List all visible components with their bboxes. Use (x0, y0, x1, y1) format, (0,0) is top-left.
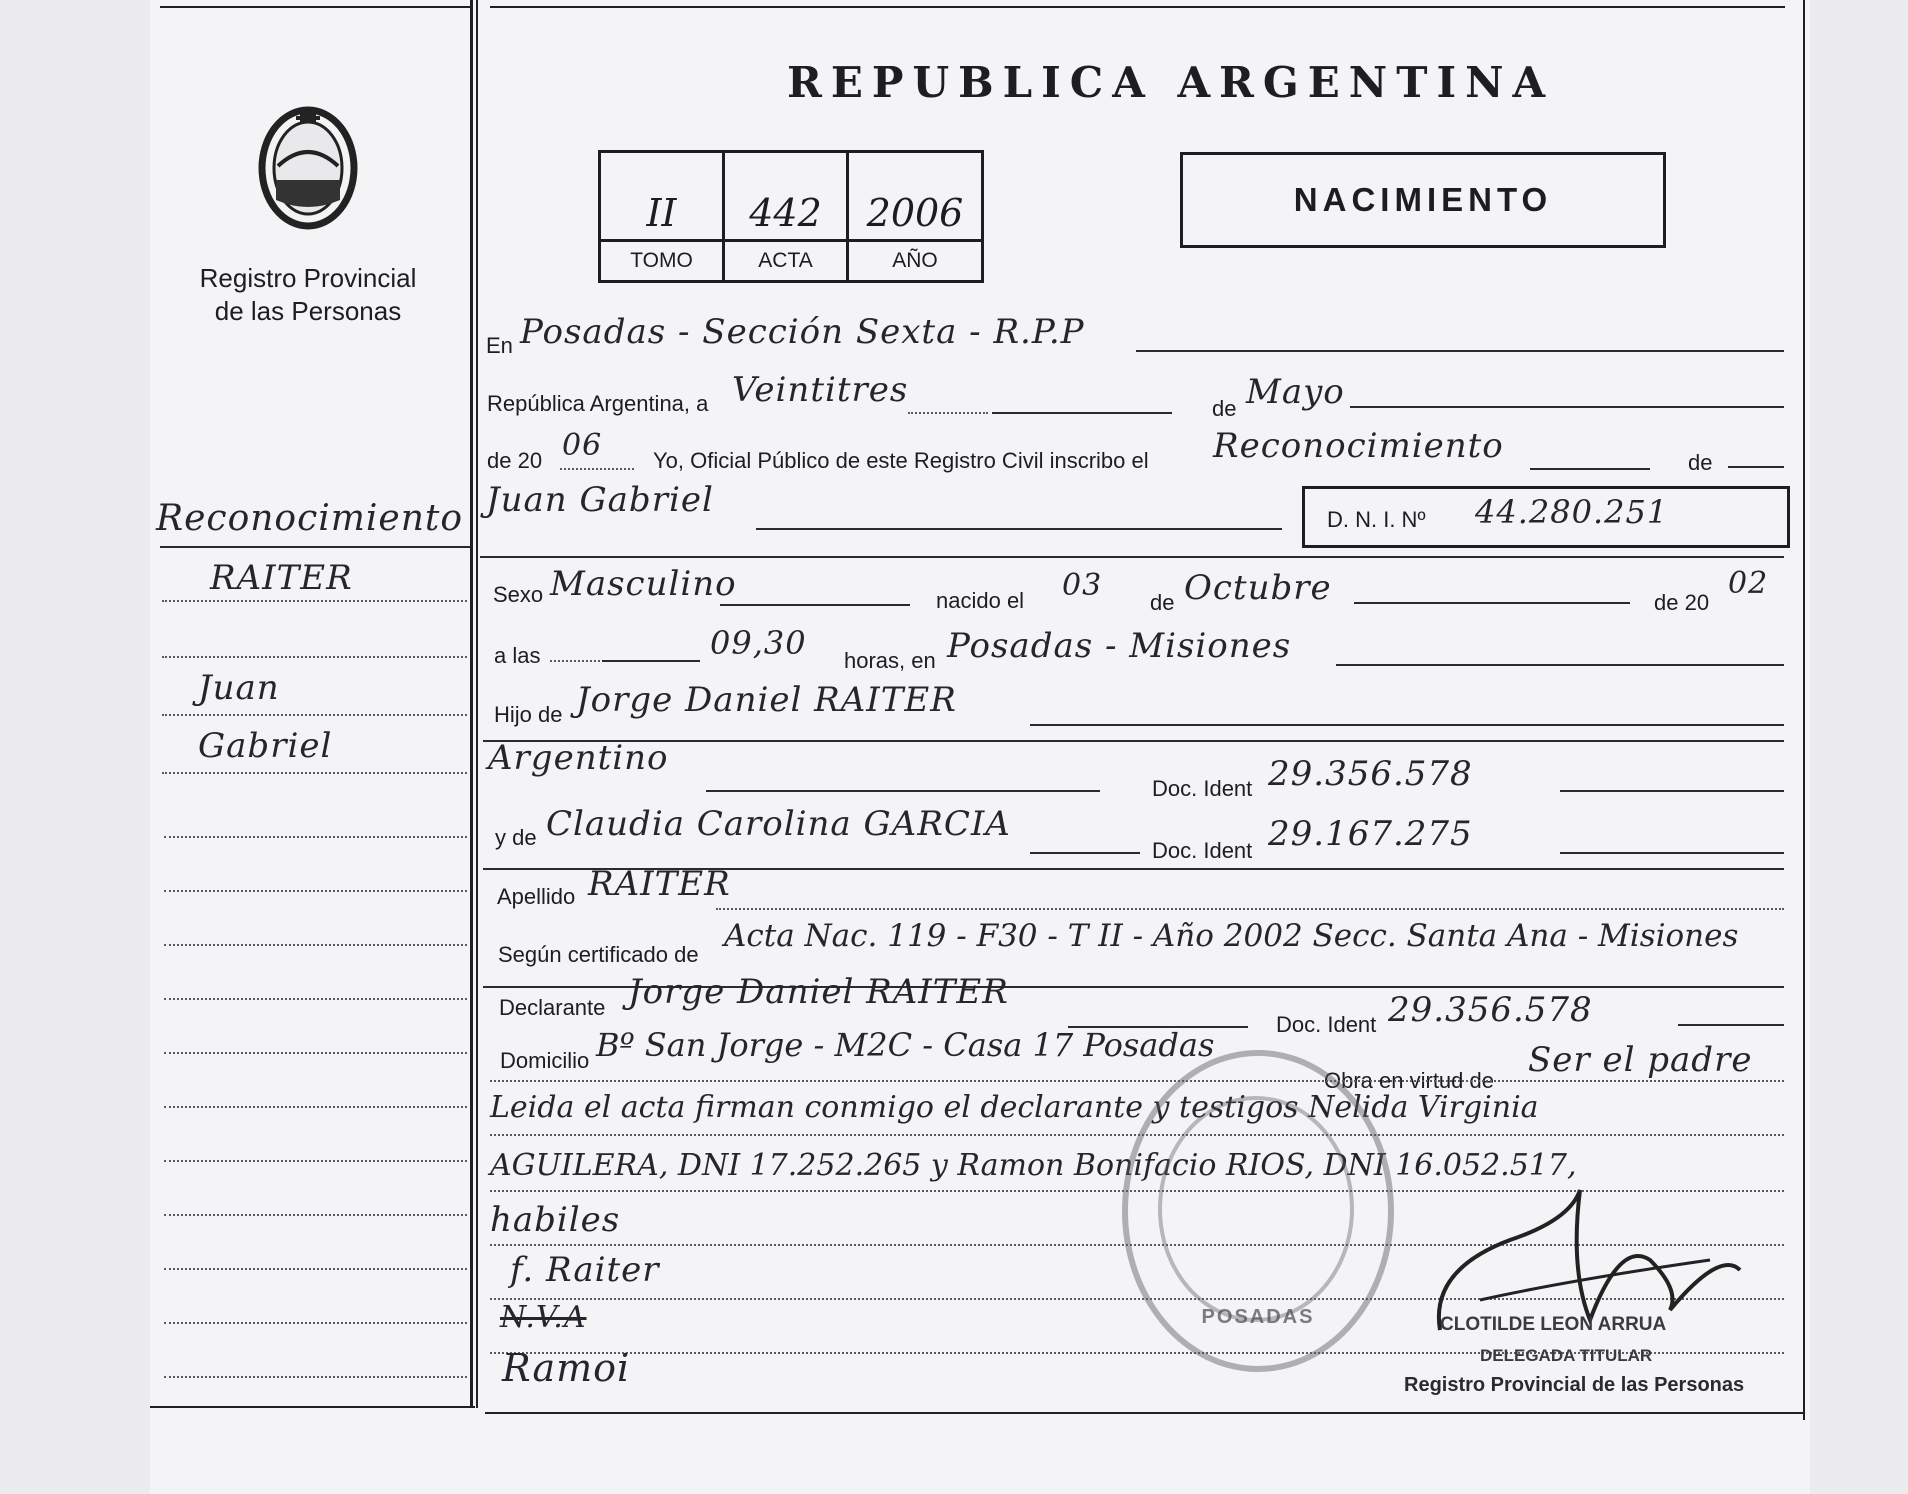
place-value: Posadas - Sección Sexta - R.P.P (520, 312, 1085, 352)
acta-label: ACTA (725, 239, 846, 280)
month-value: Mayo (1246, 372, 1345, 412)
label-dni: D. N. I. Nº (1327, 507, 1426, 532)
tomo-label: TOMO (601, 239, 722, 280)
birth-time: 09,30 (710, 624, 807, 662)
label-declarante: Declarante (499, 995, 606, 1020)
tomo-value: II (646, 191, 677, 235)
record-type-box (1180, 152, 1666, 248)
acta-cell (725, 153, 849, 280)
margin-line-2 (162, 600, 467, 602)
label-obra: Obra en virtud de (1324, 1068, 1494, 1093)
bottom-rule-left (150, 1406, 475, 1408)
nationality-line (706, 790, 1100, 792)
day-value: Veintitres (732, 370, 909, 410)
margin-line-9 (164, 998, 467, 1000)
margin-given1: Juan (198, 668, 280, 708)
note-line1: Leida el acta firman conmigo el declarante y testigos Nelida Virginia (490, 1090, 1539, 1125)
sex-line (720, 604, 910, 606)
year-suffix: 06 (562, 428, 603, 463)
acta-value: 442 (749, 191, 822, 235)
surname-value: RAITER (588, 864, 731, 904)
birth-year: 02 (1728, 566, 1769, 601)
note-line-1 (490, 1080, 1784, 1082)
margin-note: Reconocimiento (156, 498, 464, 539)
margin-line-1 (160, 546, 470, 548)
birth-month: Octubre (1184, 568, 1332, 608)
margin-line-10 (164, 1052, 467, 1054)
name-row-rule (480, 556, 1784, 558)
person-name-line (756, 528, 1282, 530)
person-line-end (1728, 466, 1784, 468)
margin-line-12 (164, 1160, 467, 1162)
father-name: Jorge Daniel RAITER (576, 680, 957, 720)
dni-box (1302, 486, 1790, 548)
virtue-value: Ser el padre (1528, 1040, 1753, 1080)
certificate-value: Acta Nac. 119 - F30 - T II - Año 2002 Secc. Santa Ana - Misiones (724, 918, 1739, 954)
mother-line (1030, 852, 1140, 854)
label-apellido: Apellido (497, 884, 576, 909)
father-doc-line (1560, 790, 1784, 792)
margin-line-6 (164, 836, 467, 838)
margin-line-14 (164, 1268, 467, 1270)
label-de-person: de (1688, 450, 1713, 475)
margin-line-16 (164, 1376, 467, 1378)
birth-month-line (1354, 602, 1630, 604)
note-line3: habiles (490, 1200, 621, 1240)
margin-line-15 (164, 1322, 467, 1324)
sex-value: Masculino (550, 564, 737, 604)
note-line2: AGUILERA, DNI 17.252.265 y Ramon Bonifacio RIOS, DNI 16.052.517, (490, 1148, 1577, 1183)
mother-doc-line (1560, 852, 1784, 854)
official-office: Registro Provincial de las Personas (1404, 1374, 1745, 1396)
label-republica: República Argentina, a (487, 391, 709, 416)
inscription-type: Reconocimiento (1213, 426, 1504, 466)
month-line (1350, 406, 1784, 408)
tomo-cell (601, 153, 725, 280)
label-hijo-de: Hijo de (494, 702, 563, 727)
country-title: REPUBLICA ARGENTINA (787, 58, 1555, 107)
label-doc-father: Doc. Ident (1152, 776, 1253, 801)
certificate-sheet (150, 0, 1810, 1494)
label-en: En (486, 333, 513, 358)
birth-place-line (1336, 664, 1784, 666)
label-doc-mother: Doc. Ident (1152, 838, 1253, 863)
right-border (1803, 0, 1805, 1420)
registry-line2: de las Personas (214, 296, 402, 326)
father-rule (483, 740, 1784, 742)
signature-raiter: f. Raiter (510, 1250, 660, 1290)
anio-cell (849, 153, 981, 280)
margin-line-5 (162, 772, 467, 774)
declarant-doc-line (1678, 1024, 1784, 1026)
record-type: NACIMIENTO (1293, 181, 1553, 218)
mother-name: Claudia Carolina GARCIA (546, 804, 1011, 844)
label-y-de: y de (495, 825, 537, 850)
father-line (1030, 724, 1784, 726)
time-dots (550, 660, 600, 662)
margin-surname: RAITER (210, 558, 353, 598)
left-column-divider-inner (476, 0, 478, 1408)
birth-place: Posadas - Misiones (947, 626, 1292, 666)
mother-doc: 29.167.275 (1268, 814, 1473, 854)
top-rule-left (160, 6, 470, 8)
anio-value: 2006 (866, 191, 964, 235)
official-role: DELEGADA TITULAR (1480, 1346, 1653, 1365)
person-name: Juan Gabriel (486, 480, 714, 520)
father-doc: 29.356.578 (1268, 754, 1473, 794)
label-nacido: nacido el (936, 588, 1025, 613)
year-dots (560, 468, 634, 470)
signature-ramoi: Ramoi (502, 1346, 631, 1390)
top-rule-right (490, 6, 1785, 8)
day-dots (908, 412, 988, 414)
bottom-rule-right (485, 1412, 1803, 1414)
margin-line-3 (162, 656, 467, 658)
surname-dots (716, 908, 1784, 910)
label-de-birth-month: de (1150, 590, 1175, 615)
time-line (602, 660, 700, 662)
margin-line-11 (164, 1106, 467, 1108)
record-id-table (598, 150, 984, 283)
provincial-seal-icon (248, 88, 368, 238)
official-name: CLOTILDE LEON ARRUA (1440, 1314, 1667, 1335)
label-sexo: Sexo (493, 582, 544, 607)
label-horas-en: horas, en (844, 648, 936, 673)
label-segun: Según certificado de (498, 942, 699, 967)
margin-given2: Gabriel (198, 726, 333, 766)
label-yo-oficial: Yo, Oficial Público de este Registro Civil inscribo el (653, 448, 1149, 473)
stamp-city: POSADAS (1201, 1306, 1315, 1328)
margin-line-4 (162, 714, 467, 716)
place-line (1136, 350, 1784, 352)
declarant-doc: 29.356.578 (1388, 990, 1593, 1030)
label-de-20: de 20 (487, 448, 543, 473)
label-doc-declarant: Doc. Ident (1276, 1012, 1377, 1037)
label-a-las: a las (494, 643, 541, 668)
label-de-month: de (1212, 396, 1237, 421)
declarant-name: Jorge Daniel RAITER (628, 972, 1009, 1012)
signature-nva: N.V.A (500, 1300, 587, 1335)
day-line (992, 412, 1172, 414)
margin-line-7 (164, 890, 467, 892)
dni-value: 44.280.251 (1475, 493, 1669, 531)
address-value: Bº San Jorge - M2C - Casa 17 Posadas (596, 1026, 1215, 1064)
inscription-line (1530, 468, 1650, 470)
label-de-20-birth: de 20 (1654, 590, 1710, 615)
margin-line-13 (164, 1214, 467, 1216)
margin-line-8 (164, 944, 467, 946)
official-stamp (1122, 1050, 1394, 1372)
left-column-divider (470, 0, 473, 1408)
registry-line1: Registro Provincial (199, 263, 417, 293)
father-nationality: Argentino (488, 738, 669, 778)
anio-label: AÑO (849, 239, 981, 280)
birth-day: 03 (1062, 568, 1103, 603)
label-domicilio: Domicilio (500, 1048, 590, 1073)
